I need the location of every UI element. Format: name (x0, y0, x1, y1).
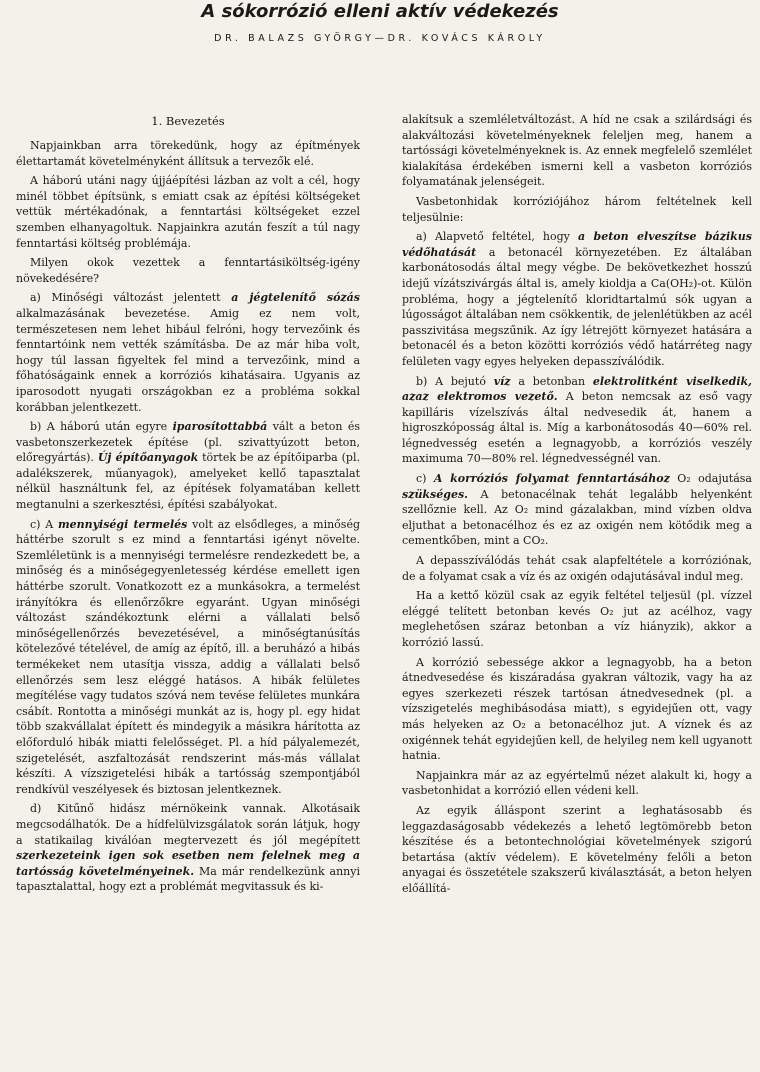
paragraph-text: a betonban (510, 374, 593, 388)
left-column (16, 112, 360, 1070)
paragraph (16, 517, 360, 798)
paragraph-text: c) A (30, 517, 59, 531)
emphasized-text: a jégtelenítő sózás (231, 291, 360, 305)
paragraph-text: O₂ odajutása (669, 472, 752, 486)
paragraph (402, 588, 752, 650)
paragraph (16, 173, 360, 251)
paragraph (402, 471, 752, 549)
paragraph-text: Vasbetonhidak korróziójához három feltételnek kell teljesülnie: (402, 194, 752, 224)
right-column-body (402, 112, 752, 897)
paragraph-text: törtek be az építőiparba (pl. adalékszerek, műanyagok), amelyeket kellő tapasztalat nélkül használtunk fel, az építések folyamatában kellett megtanulni a szerkesztési, építési szabályokat. (16, 451, 360, 512)
paragraph (16, 138, 360, 169)
emphasized-text: iparosítottabbá (172, 420, 268, 434)
paragraph-text: Az egyik álláspont szerint a leghatásosabb és leggazdaságosabb védekezés a lehető legtömörebb beton készítése és a betontechnológiai követelmények szigorú betartása (aktív védelem). E követelmény felőli a beton anyagai és összetétele szakszerű kiválasztását, a beton helyen előállítá- (402, 803, 752, 895)
emphasized-text: szükséges. (402, 487, 468, 501)
paragraph (402, 553, 752, 584)
article-authors: DR. BALAZS GYÖRGY—DR. KOVÁCS KÁROLY (214, 33, 546, 44)
paragraph-text: a) Alapvető feltétel, hogy (416, 230, 578, 244)
section-heading: 1. Bevezetés (151, 114, 225, 128)
paragraph-text: A betonacélnak tehát legalább helyenként szellőznie kell. Az O₂ mind gázalakban, mind vízben oldva eljuthat a betonacélhoz és ez az oxigén nem kötődik meg a cementkőben, mint a CO₂. (402, 487, 752, 548)
left-column-body (16, 138, 360, 895)
paragraph-text: Napjainkban arra törekedünk, hogy az építmények élettartamát követelményként állítsuk a tervezők elé. (16, 139, 360, 168)
right-column (402, 112, 752, 1070)
emphasized-text: mennyiségi termelés (58, 517, 188, 531)
article-title: A sókorrózió elleni aktív védekezés (201, 1, 559, 22)
paragraph-text: A depasszíválódás tehát csak alapfeltétele a korróziónak, de a folyamat csak a víz és az oxigén odajutásával indul meg. (402, 554, 752, 583)
paragraph-text: b) A háború után egyre (30, 420, 173, 434)
emphasized-text: elektrolitként viselkedik, azaz elektromos vezető. (402, 374, 752, 404)
paragraph-text: volt az elsődleges, a minőség háttérbe szorult s ez mind a fenntartási igényt növelte. Szemléletünk is a mennyiségi termelésre rendezkedett be, a minőség és a minőségegyenletesség kérdése emellett igen háttérbe szorult. Vonatkozott ez a munkásokra, a termelést irányítókra és ellenőrzőkre egyaránt. Ugyan minőségi változást szándékoztunk elérni a vállalati belső minőségellenőrzés bevezetésével, a minőségtanúsítás kötelezővé tételével, de amíg az építő, ill. a beruházó a hibás termékeket nem utasítja vissza, addig a vállalati belső ellenőrzés sem lesz eléggé hatásos. A hibák felületes megítélése vagy tudatos szóvá nem tevése felületes munkára csábít. Rontotta a minőségi munkát az is, hogy pl. egy hidat több szakvállalat épített és mindegyik a másikra hárította az előforduló hibák miatti felelősséget. Pl. a híd pályalemezét, szigetelését, aszfaltozását rendszerint más-más vállalat készíti. A vízszigetelési hibák a tartósság szempontjából rendkívül veszélyesek és biztosan jelentkeznek. (16, 517, 360, 796)
paragraph-text: A háború utáni nagy újjáépítési lázban az volt a cél, hogy minél többet építsünk, s emiatt csak az építési költségeket vettük mértékadónak, a fenntartási költségeket ezzel szemben elhanyagoltuk. Napjainkra azután feszít a túl nagy fenntartási költség problémája. (16, 174, 360, 250)
emphasized-text: a beton elveszítse bázikus védőhatását (402, 230, 752, 259)
emphasized-text: A korróziós folyamat fenntartásához (433, 472, 670, 486)
paragraph-text: Napjainkra már az az egyértelmű nézet alakult ki, hogy a vasbetonhidat a korrózió ellen védeni kell. (402, 768, 752, 798)
paragraph-text: A korrózió sebessége akkor a legnagyobb, ha a beton átnedvesedése és kiszáradása gyakran változik, vagy ha az egyes szerkezeti részek tartósan átnedvesednek (pl. a vízszigetelés meghibásodása miatt), s egyidejűen ott, vagy más helyeken az O₂ a betonacélhoz jut. A víznek és az oxigénnek tehát egyidejűen kell, de helyileg nem kell ugyanott hatnia. (402, 655, 752, 763)
paragraph-text: Ha a kettő közül csak az egyik feltétel teljesül (pl. vízzel eléggé telített betonban kevés O₂ jut az acélhoz, vagy meglehetősen száraz betonban a víz hiányzik), akkor a korrózió lassú. (402, 589, 752, 649)
paragraph (402, 229, 752, 369)
emphasized-text: szerkezeteink igen sok esetben nem felelnek meg a tartósság követelményeinek. (16, 849, 360, 878)
paragraph-text: a) Minőségi változást jelentett (30, 291, 232, 305)
paragraph (402, 374, 752, 468)
paragraph-text: Ma már rendelkezünk annyi tapasztalattal, hogy ezt a problémát megvitassuk és ki- (16, 864, 360, 894)
paragraph-text: Milyen okok vezettek a fenntartásiköltség-igény növekedésére? (16, 256, 360, 285)
emphasized-text: víz (493, 374, 511, 388)
paragraph-text: c) (416, 472, 434, 486)
emphasized-text: Új építőanyagok (97, 451, 199, 465)
paragraph (402, 655, 752, 764)
paragraph (402, 112, 752, 190)
paragraph-text: alakítsuk a szemléletváltozást. A híd ne csak a szilárdsági és alakváltozási követelményeknek feleljen meg, hanem a tartóssági követelményeknek is. Az ennek megfelelő szemlélet kialakítása érdekében ismerni kell a vasbeton korróziós folyamatának jelenségeit. (402, 113, 752, 189)
paragraph-text: alkalmazásának bevezetése. Amig ez nem volt, természetesen nem lehet hibául felróni, hogy tervezőink és fenntartóink nem vették számításba. De az már hiba volt, hogy túl lassan figyeltek fel mind a tervezőink, mind a főhatóságaink ennek a korróziós kihatásaira. Ugyanis az iparosodott nyugati országokban ez a probléma sokkal korábban jelentkezett. (16, 306, 360, 414)
paragraph (16, 801, 360, 895)
paragraph-text: vált a beton és vasbetonszerkezetek építése (pl. szivattyúzott beton, előregyártás). (16, 420, 360, 465)
paragraph (16, 255, 360, 286)
paragraph-text: a betonacél környezetében. Ez általában karbonátosodás által megy végbe. De bekövetkezhet hosszú idejű vízátszivárgás által is, amely kioldja a Ca(OH₂)-ot. Külön probléma, hogy a jégtelenítő kloridtartalmú sók ugyan a lúgosságot általában nem csökkentik, de jelenlétükben az acél passzivitása megszűnik. Az így létrejött környezet hatására a betonacél és a beton közötti korróziós védő határréteg nagy felületen vagy egyes helyeken depasszíválódik. (402, 245, 752, 368)
paragraph (402, 194, 752, 225)
paragraph (16, 290, 360, 415)
paragraph-text: A beton nemcsak az eső vagy kapilláris vízelszívás által nedvesedik át, hanem a higroszkóposság által is. Míg a karbonátosodás 40—60% rel. légnedvesség esetén a legnagyobb, a korróziós veszély maximuma 70—80% rel. légnedvességnél van. (402, 390, 752, 466)
paragraph (16, 419, 360, 513)
paragraph (402, 768, 752, 799)
paragraph-text: b) A bejutó (416, 374, 494, 388)
paragraph-text: d) Kitűnő hidász mérnökeink vannak. Alkotásaik megcsodálhatók. De a hídfelülvizsgálatok során látjuk, hogy a statikailag kiválóan megtervezett és jól megépített (16, 802, 360, 847)
paragraph (402, 803, 752, 897)
